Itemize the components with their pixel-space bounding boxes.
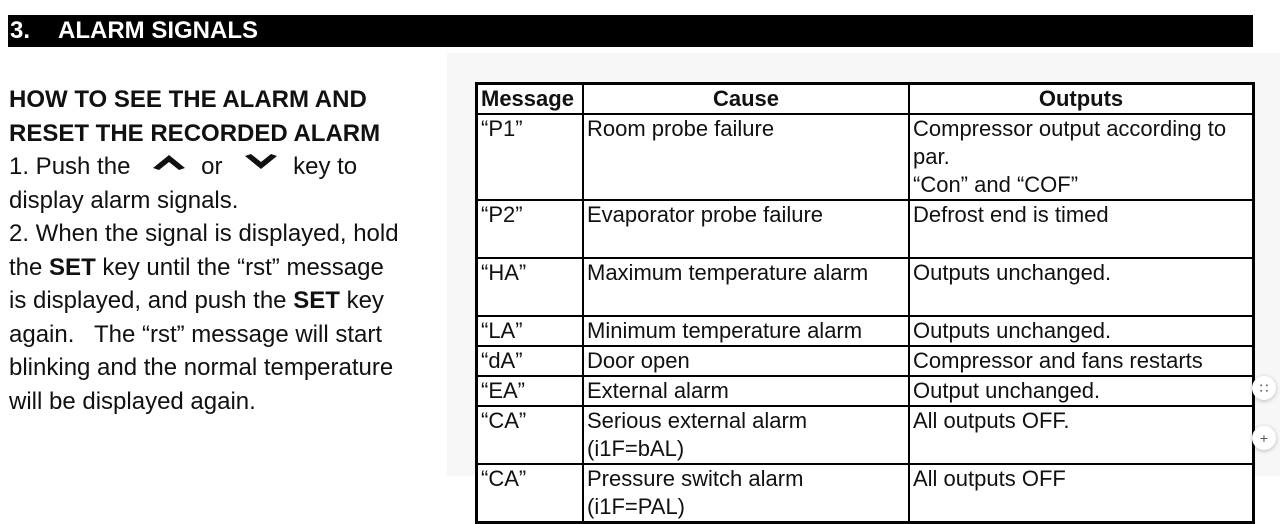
instructions-heading-1: HOW TO SEE THE ALARM AND: [9, 86, 367, 113]
cell-message: “dA”: [477, 346, 584, 376]
cell-cause: Maximum temperature alarm: [583, 258, 909, 316]
cell-outputs: Outputs unchanged.: [909, 258, 1254, 316]
step-2-line-3: [9, 284, 449, 318]
cell-message: “P1”: [477, 114, 584, 200]
step-2-line-5: blinking and the normal temperature: [9, 354, 394, 381]
step-1: [9, 150, 449, 184]
cell-message: “LA”: [477, 316, 584, 346]
table-row: [477, 114, 1254, 200]
cell-cause: Minimum temperature alarm: [583, 316, 909, 346]
section-title: ALARM SIGNALS: [58, 17, 258, 44]
set-key-label-2: SET: [293, 287, 340, 314]
table-header-row: [477, 84, 1254, 115]
alarm-table: [475, 82, 1255, 524]
cell-cause: Serious external alarm (i1F=bAL): [583, 406, 909, 464]
step-2-line-2: [9, 251, 449, 285]
table-row: [477, 316, 1254, 346]
plus-icon[interactable]: +: [1252, 426, 1276, 450]
cell-outputs: Output unchanged.: [909, 376, 1254, 406]
set-key-label: SET: [49, 253, 96, 281]
outputs-line-2: “Con” and “COF”: [913, 172, 1079, 197]
drag-icon[interactable]: ∷: [1252, 376, 1276, 400]
cell-outputs: [909, 114, 1254, 200]
step2-line3-start: is displayed, and push the: [9, 287, 287, 314]
cell-outputs: Compressor and fans restarts: [909, 346, 1254, 376]
cell-cause: Evaporator probe failure: [583, 200, 909, 258]
cell-message: “CA”: [477, 464, 584, 523]
cell-message: “HA”: [477, 258, 584, 316]
header-outputs: Outputs: [909, 84, 1254, 115]
step-2-line-1: 2. When the signal is displayed, hold: [9, 220, 399, 247]
cell-outputs: Defrost end is timed: [909, 200, 1254, 258]
step2-the: the: [9, 253, 43, 281]
step-2-line-4: again. The “rst” message will start: [9, 320, 383, 348]
header-cause: Cause: [583, 84, 909, 115]
section-title-bar: [8, 15, 1253, 47]
cell-outputs: Outputs unchanged.: [909, 316, 1254, 346]
outputs-line-1: Compressor output according to par.: [913, 116, 1227, 169]
cell-cause: External alarm: [583, 376, 909, 406]
instructions-heading-2: RESET THE RECORDED ALARM: [9, 119, 381, 147]
step1-start: 1. Push the: [9, 153, 131, 180]
chevron-down-icon: [243, 152, 279, 172]
cell-message: “P2”: [477, 200, 584, 258]
table-row: [477, 406, 1254, 464]
step1-or: or: [201, 153, 223, 180]
step-1-line-2: display alarm signals.: [9, 186, 239, 214]
step1-end: key to: [293, 153, 358, 180]
step-2-line-6: will be displayed again.: [9, 387, 256, 415]
step2-line3-end: key: [346, 287, 384, 314]
cell-cause: Room probe failure: [583, 114, 909, 200]
cell-cause: Pressure switch alarm (i1F=PAL): [583, 464, 909, 523]
table-row: [477, 464, 1254, 523]
section-number: 3.: [10, 17, 31, 44]
table-row: [477, 346, 1254, 376]
chevron-up-icon: [151, 152, 187, 172]
header-message: Message: [477, 84, 584, 115]
step2-line2-rest: key until the “rst” message: [102, 253, 384, 281]
table-row: [477, 258, 1254, 316]
table-row: [477, 200, 1254, 258]
cell-message: “CA”: [477, 406, 584, 464]
table-row: [477, 376, 1254, 406]
cell-outputs: All outputs OFF.: [909, 406, 1254, 464]
cell-outputs: All outputs OFF: [909, 464, 1254, 523]
cell-cause: Door open: [583, 346, 909, 376]
instructions: [9, 83, 449, 418]
cell-message: “EA”: [477, 376, 584, 406]
